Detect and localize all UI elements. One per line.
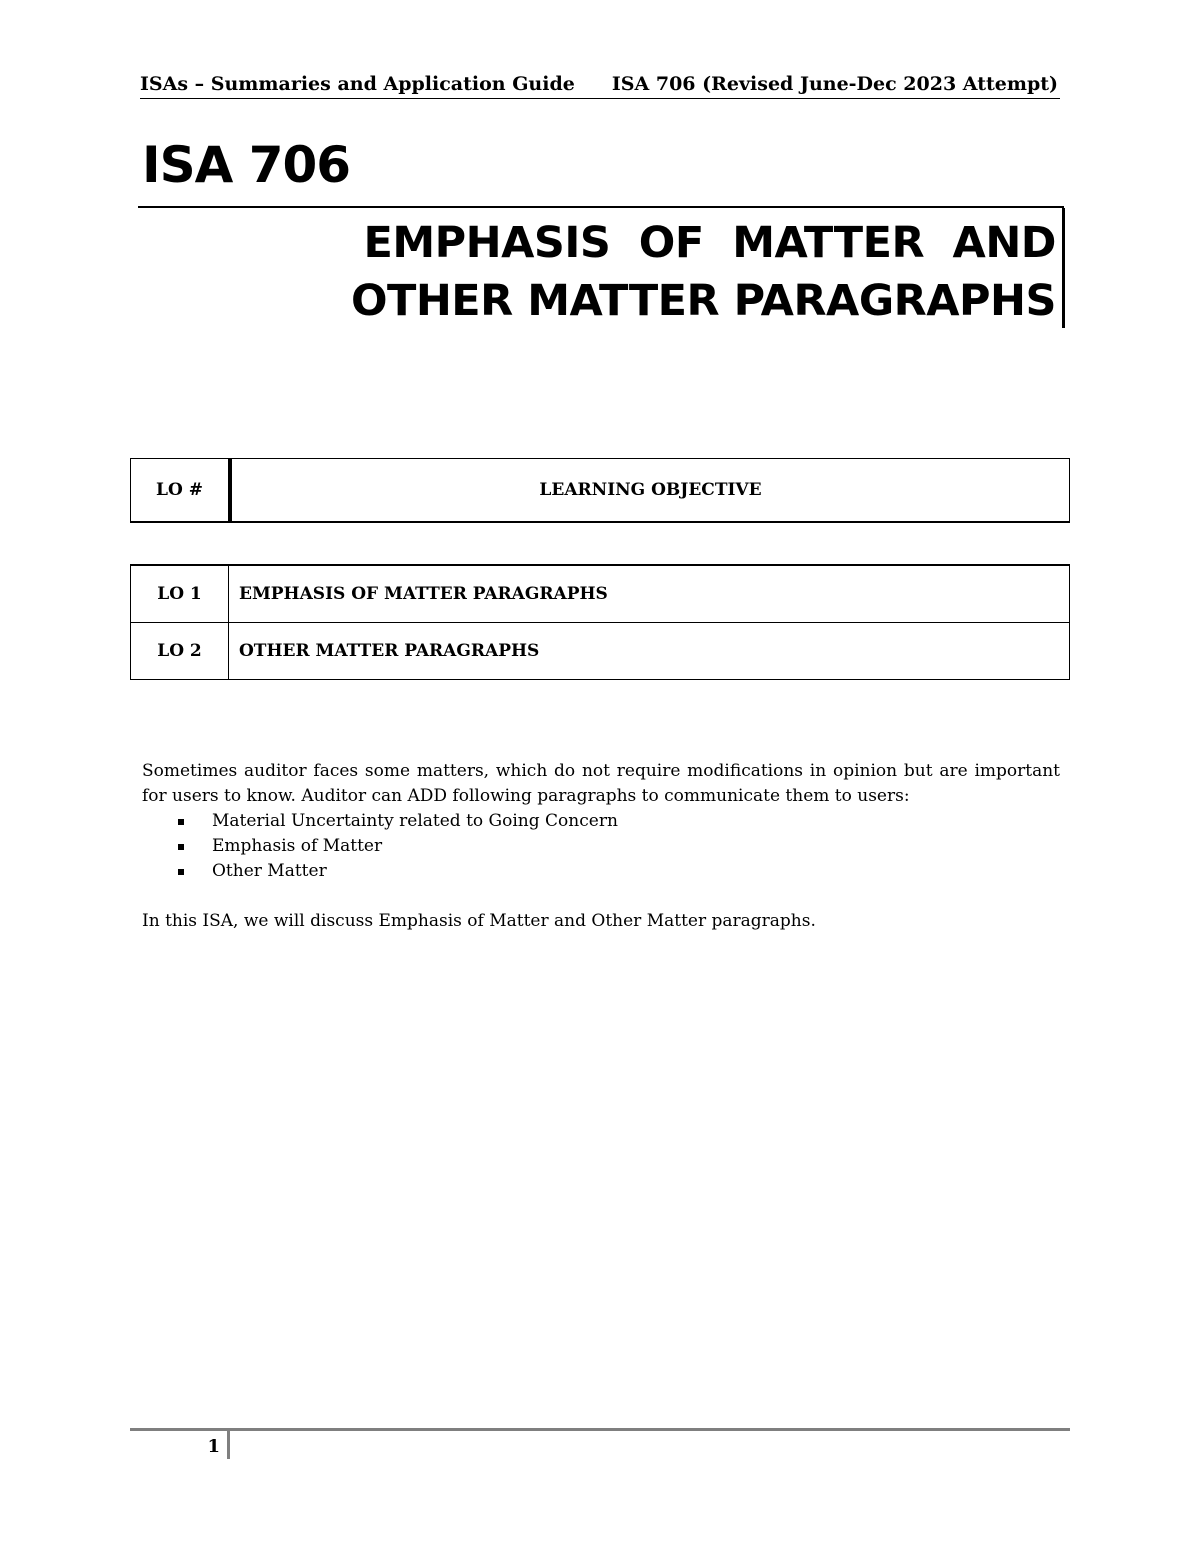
table-row: [131, 565, 1070, 623]
body-text: [142, 759, 1060, 934]
lo-number-cell: LO 1: [131, 565, 229, 623]
title-line-2: OTHER MATTER PARAGRAPHS: [350, 276, 1056, 326]
conclusion-paragraph: In this ISA, we will discuss Emphasis of Matter and Other Matter paragraphs.: [142, 911, 816, 931]
intro-paragraph: Sometimes auditor faces some matters, which do not require modifications in opinion but are important for users to know. Auditor can ADD following paragraphs to communicate them to users:: [142, 761, 1060, 806]
lo-number-cell: LO 2: [131, 623, 229, 680]
list-item-text: Material Uncertainty related to Going Concern: [212, 811, 618, 831]
header-cell-learning-objective: LEARNING OBJECTIVE: [230, 459, 1070, 523]
header-cell-lo-number: LO #: [131, 459, 231, 523]
title-line-1: EMPHASIS OF MATTER AND: [363, 218, 1056, 268]
header-document-title: ISAs – Summaries and Application Guide: [140, 73, 575, 95]
square-bullet-icon: [178, 869, 184, 875]
paragraph-options-list: [142, 809, 1060, 884]
lo-objective-cell: OTHER MATTER PARAGRAPHS: [229, 623, 1070, 680]
list-item: [142, 834, 1060, 859]
learning-objectives-table: [130, 564, 1070, 680]
list-item-text: Other Matter: [212, 861, 327, 881]
square-bullet-icon: [178, 844, 184, 850]
lo-objective-cell: EMPHASIS OF MATTER PARAGRAPHS: [229, 565, 1070, 623]
footer-divider: [130, 1428, 1070, 1431]
table-row: [131, 623, 1070, 680]
table-header-row: [131, 459, 1070, 523]
learning-objectives-header-table: [130, 458, 1070, 523]
square-bullet-icon: [178, 819, 184, 825]
page-number: 1: [207, 1436, 220, 1457]
header-standard-reference: ISA 706 (Revised June-Dec 2023 Attempt): [611, 73, 1058, 95]
list-item-text: Emphasis of Matter: [212, 836, 383, 856]
isa-number-heading: ISA 706: [142, 136, 351, 194]
title-block: [200, 208, 1065, 328]
page-number-separator: [227, 1431, 230, 1459]
list-item: [142, 809, 1060, 834]
running-header: [140, 72, 1060, 99]
list-item: [142, 859, 1060, 884]
